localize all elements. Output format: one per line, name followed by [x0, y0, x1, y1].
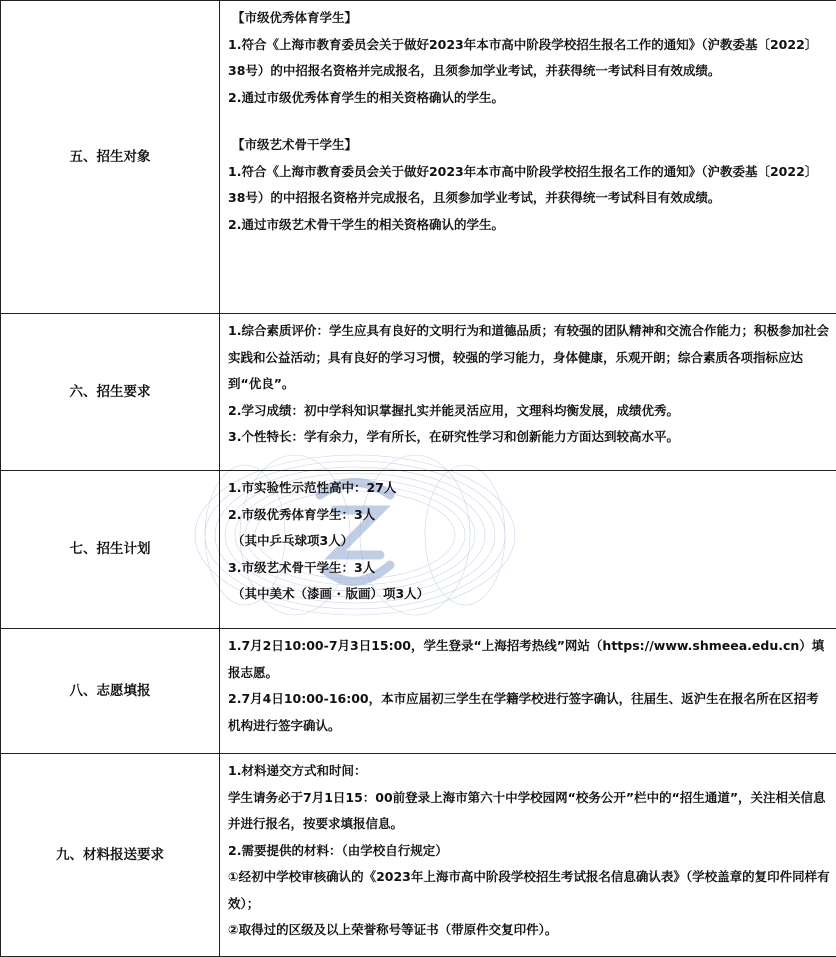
- list-item: 1.市实验性示范性高中：27人: [228, 475, 830, 502]
- list-item: （其中乒乓球项3人）: [228, 528, 830, 555]
- table-row: [1, 314, 836, 471]
- row-label: 八、志愿填报: [1, 629, 220, 754]
- section-heading: 【市级优秀体育学生】: [228, 5, 830, 32]
- list-item: 3.个性特长：学有余力，学有所长，在研究性学习和创新能力方面达到较高水平。: [228, 424, 830, 451]
- list-item: 学生请务必于7月1日15：00前登录上海市第六十中学校园网“校务公开”栏中的“招生通道”，关注相关信息并进行报名，按要求填报信息。: [228, 785, 830, 838]
- row-label: 五、招生对象: [1, 1, 220, 314]
- row-content: [220, 471, 836, 629]
- list-item: 1.综合素质评价：学生应具有良好的文明行为和道德品质；有较强的团队精神和交流合作能力；积极参加社会实践和公益活动；具有良好的学习习惯，较强的学习能力，身体健康，乐观开朗；综合素质各项指标应达到“优良”。: [228, 318, 830, 398]
- row-label: 六、招生要求: [1, 314, 220, 471]
- list-item: 2.通过市级优秀体育学生的相关资格确认的学生。: [228, 85, 830, 112]
- list-item: （其中美术（漆画 · 版画）项3人）: [228, 581, 830, 608]
- list-item: ①经初中学校审核确认的《2023年上海市高中阶段学校招生考试报名信息确认表》（学校盖章的复印件同样有效）；: [228, 864, 830, 917]
- list-item: 2.通过市级艺术骨干学生的相关资格确认的学生。: [228, 212, 830, 239]
- list-item: 2.市级优秀体育学生：3人: [228, 502, 830, 529]
- list-item: 1.符合《上海市教育委员会关于做好2023年本市高中阶段学校招生报名工作的通知》（沪教委基〔2022〕38号）的中招报名资格并完成报名，且须参加学业考试，并获得统一考试科目有效成绩。: [228, 32, 830, 85]
- list-item: 2.需要提供的材料：（由学校自行规定）: [228, 838, 830, 865]
- row-label: 九、材料报送要求: [1, 754, 220, 957]
- table-row: [1, 1, 836, 314]
- table-row: [1, 629, 836, 754]
- table-row: [1, 471, 836, 629]
- list-item: 1.符合《上海市教育委员会关于做好2023年本市高中阶段学校招生报名工作的通知》（沪教委基〔2022〕38号）的中招报名资格并完成报名，且须参加学业考试，并获得统一考试科目有效成绩。: [228, 159, 830, 212]
- row-content: [220, 629, 836, 754]
- list-item: 3.市级艺术骨干学生：3人: [228, 555, 830, 582]
- list-item: ②取得过的区级及以上荣誉称号等证书（带原件交复印件）。: [228, 917, 830, 944]
- table-row: [1, 754, 836, 957]
- section-heading: 【市级艺术骨干学生】: [228, 132, 830, 159]
- list-item: 1.7月2日10:00-7月3日15:00，学生登录“上海招考热线”网站（https://www.shmeea.edu.cn）填报志愿。: [228, 633, 830, 686]
- list-item: 1.材料递交方式和时间：: [228, 758, 830, 785]
- list-item: 2.7月4日10:00-16:00，本市应届初三学生在学籍学校进行签字确认，往届生、返沪生在报名所在区招考机构进行签字确认。: [228, 686, 830, 739]
- list-item: 2.学习成绩：初中学科知识掌握扎实并能灵活应用，文理科均衡发展，成绩优秀。: [228, 398, 830, 425]
- row-content: [220, 754, 836, 957]
- row-label: 七、招生计划: [1, 471, 220, 629]
- row-content: [220, 314, 836, 471]
- row-content: [220, 1, 836, 314]
